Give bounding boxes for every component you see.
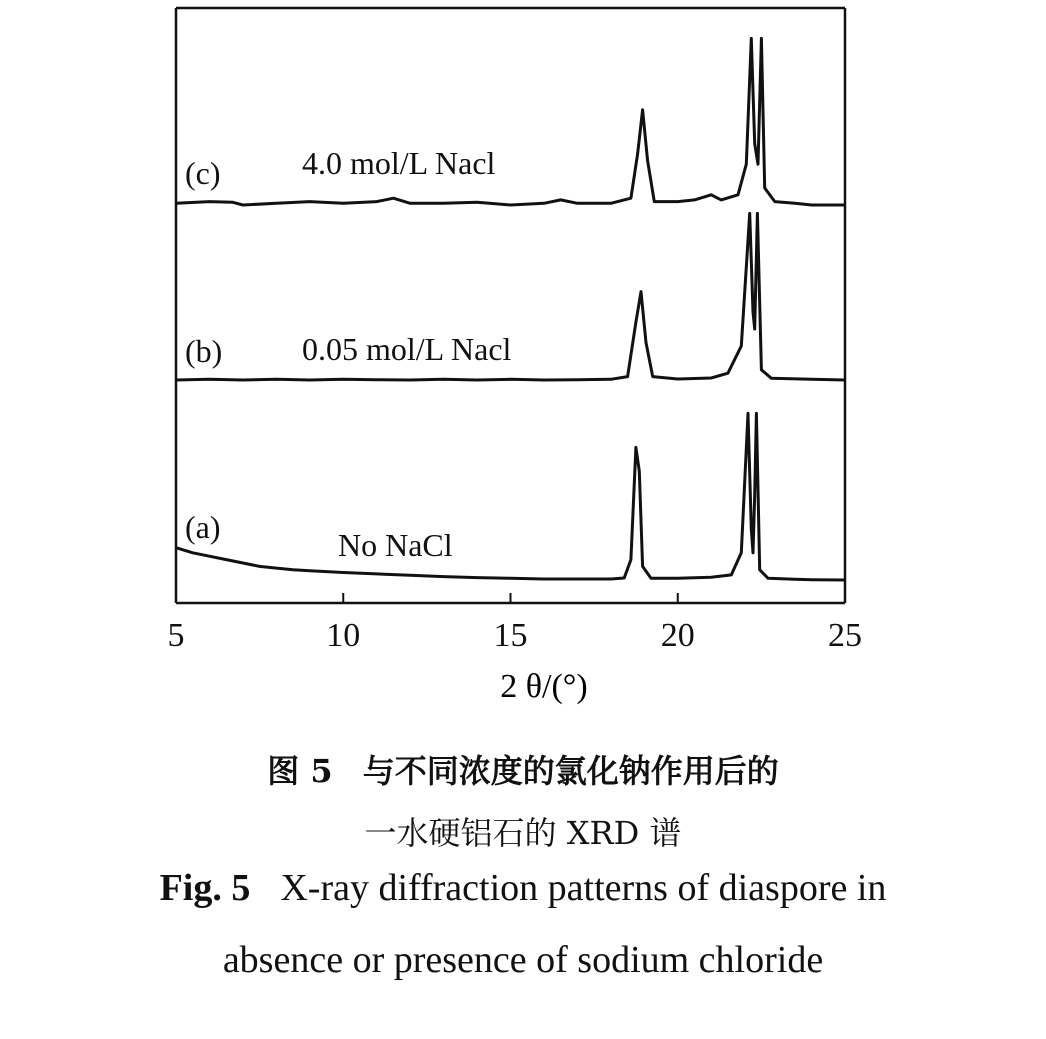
caption-cn-line2: 一水硬铝石的 XRD 谱: [364, 814, 682, 852]
series-line-a: [176, 413, 845, 580]
series-label-a: (a): [185, 509, 221, 545]
caption-en-line1: [0, 866, 1046, 910]
x-tick-label: 10: [326, 617, 361, 654]
caption-cn-line1: [0, 746, 1046, 792]
x-tick-label: 25: [828, 617, 862, 654]
caption-cn-text1: 与不同浓度的氯化钠作用后的: [362, 752, 779, 790]
caption-en-line2: absence or presence of sodium chloride: [222, 939, 824, 981]
series-label-c: (c): [185, 155, 221, 191]
x-tick-label: 15: [493, 617, 528, 654]
series-annotation-a: No NaCl: [338, 527, 453, 563]
series-line-c: [176, 38, 845, 205]
plot-area: [168, 8, 863, 654]
series-label-b: (b): [185, 333, 223, 369]
x-axis-label: 2 θ/(°): [500, 668, 588, 705]
series-annotation-c: 4.0 mol/L Nacl: [302, 145, 496, 181]
series-annotation-b: 0.05 mol/L Nacl: [302, 331, 512, 367]
caption-cn-label: 图 5: [267, 752, 333, 790]
caption-en-text1: X-ray diffraction patterns of diaspore in: [280, 867, 887, 909]
caption-en-label: Fig. 5: [159, 867, 251, 909]
x-tick-label: 20: [660, 617, 695, 654]
x-tick-label: 5: [167, 617, 185, 654]
